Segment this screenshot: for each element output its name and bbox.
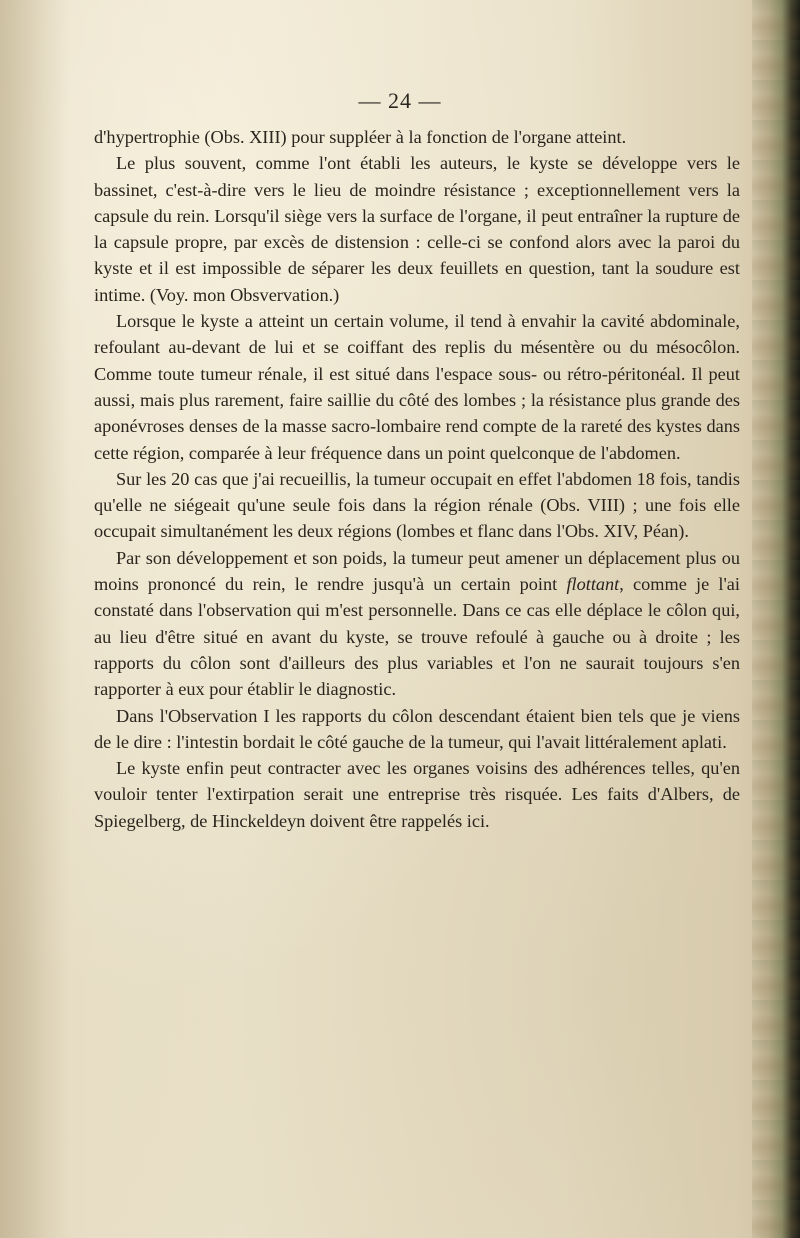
paragraph-adherences: Le kyste enfin peut contracter avec les organes voisins des adhérences telles, qu'en vouloir tenter l'extirpation serait une entreprise très risquée. Les faits d'Albers, de Spiegelberg, de Hinckeldeyn doivent être rappelés ici. (94, 758, 740, 831)
page-left-shadow (0, 0, 70, 1238)
page-number: — 24 — (358, 88, 442, 113)
book-spine-edge (752, 0, 800, 1238)
paragraph-deplacement-before: Par son développement et son poids, la tumeur peut amener un déplacement plus ou moins prononcé du rein, le rendre jusqu'à un certain point (94, 547, 740, 595)
paragraph-vingt-cas: Sur les 20 cas que j'ai recueillis, la tumeur occupait en effet l'abdomen 18 fois, tandis qu'elle ne siégeait qu'une seule fois dans la région rénale (Obs. VIII) ; une fois elle occupait simultanément les deux régions (lombes et flanc dans l'Obs. XIV, Péan). (94, 468, 740, 542)
paragraph-continuation: d'hypertrophie (Obs. XIII) pour suppléer à la fonction de l'organe atteint. (94, 127, 627, 147)
paragraph-deplacement-rein (94, 545, 740, 703)
italic-flottant: flottant (566, 574, 620, 595)
paragraph-deplacement-after: , comme je l'ai constaté dans l'observation qui m'est personnelle. Dans ce cas elle déplace le côlon qui, au lieu d'être situé en avant du kyste, se trouve refoulé à gauche ou à droite ; les rapports du côlon sont d'ailleurs des plus variables et l'on ne saurait toujours s'en rapporter à eux pour établir le diagnostic. (94, 574, 740, 700)
body-text (94, 124, 740, 834)
paragraph-observation-one: Dans l'Observation I les rapports du côlon descendant étaient bien tels que je viens de le dire : l'intestin bordait le côté gauche de la tumeur, qui l'avait littéralement aplati. (94, 705, 740, 752)
paragraph-kyste-developpement: Le plus souvent, comme l'ont établi les auteurs, le kyste se développe vers le bassinet, c'est-à-dire vers le lieu de moindre résistance ; exceptionnellement vers la capsule du rein. Lorsqu'il siège vers la surface de l'organe, il peut entraîner la rupture de la capsule propre, par excès de distension : celle-ci se confond alors avec la paroi du kyste et il est impossible de séparer les deux feuillets en question, tant la soudure est intime. (Voy. mon Obsvervation.) (94, 153, 740, 305)
paragraph-cavite-abdominale: Lorsque le kyste a atteint un certain volume, il tend à envahir la cavité abdominale, refoulant au-devant de lui et se coiffant des replis du mésentère ou du mésocôlon. Comme toute tumeur rénale, il est situé dans l'espace sous- ou rétro-péritonéal. Il peut aussi, mais plus rarement, faire saillie du côté des lombes ; la résistance plus grande des aponévroses denses de la masse sacro-lombaire rend compte de la rareté des kystes dans cette région, comparée à leur fréquence dans un point quelconque de l'abdomen. (94, 311, 740, 463)
